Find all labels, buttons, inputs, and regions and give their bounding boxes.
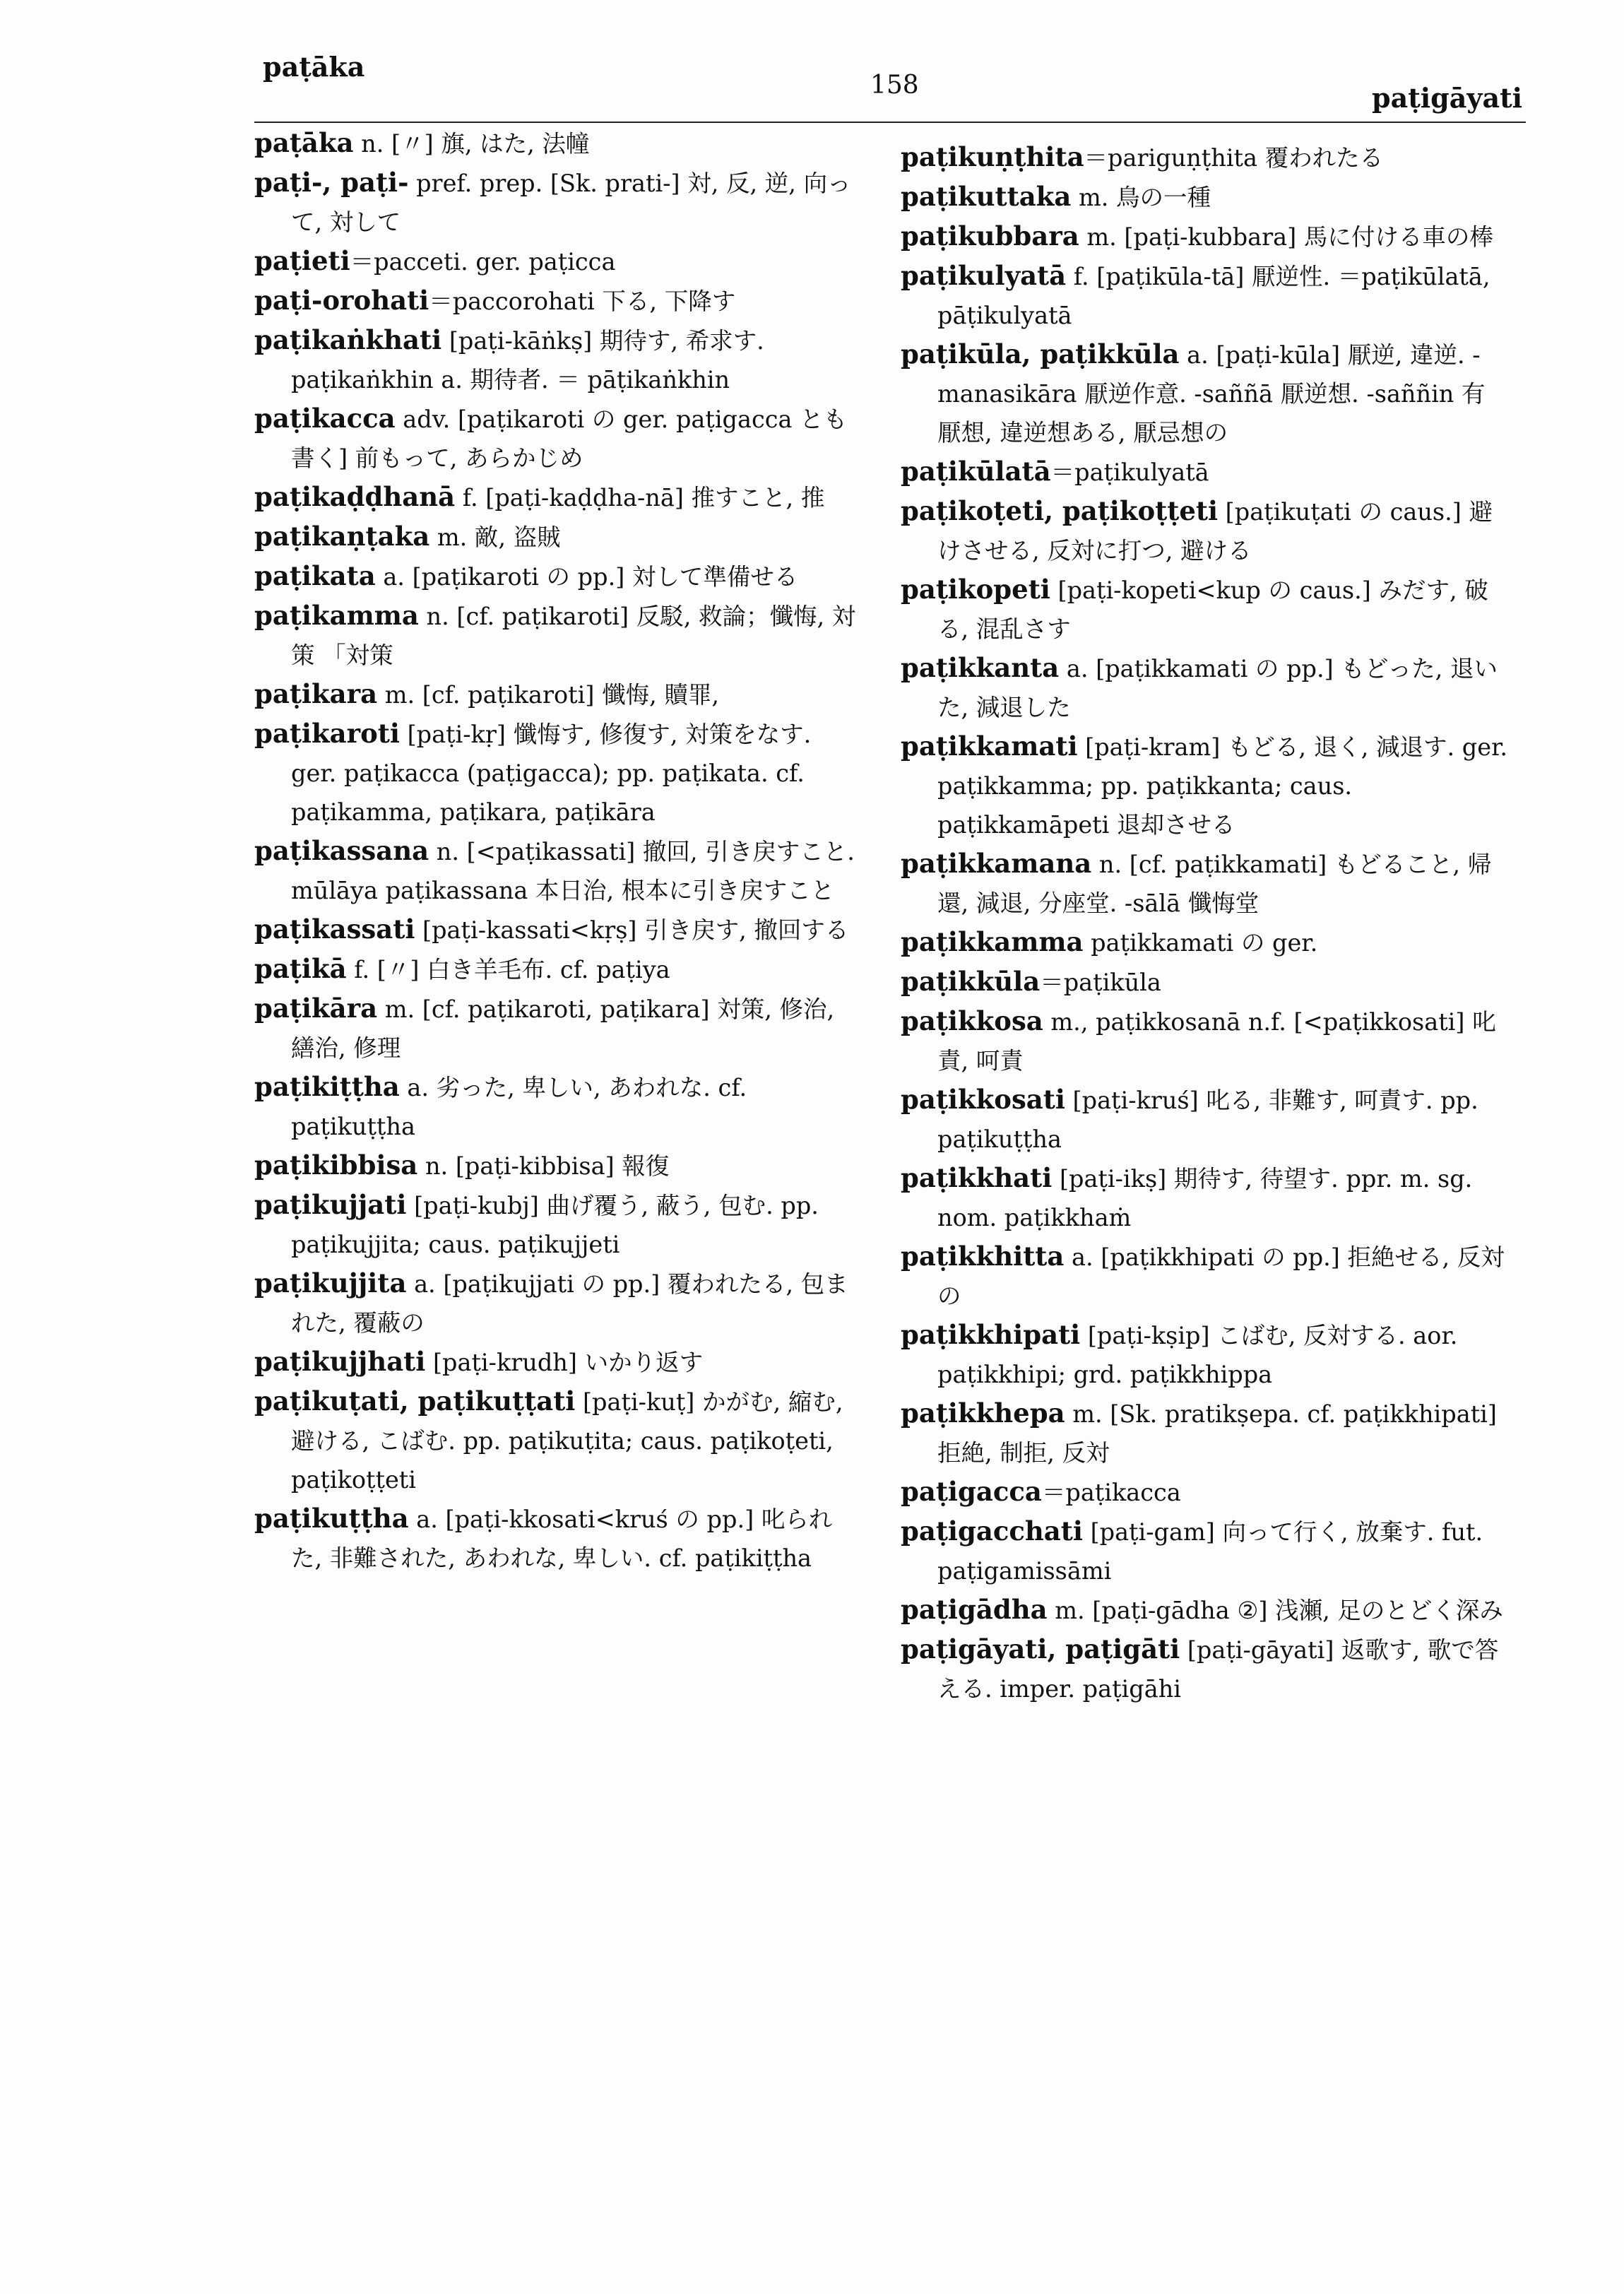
dictionary-entry [901, 138, 1508, 177]
dictionary-entry [254, 1264, 862, 1342]
dictionary-entry [254, 163, 862, 242]
entry-headword: paṭikkūla [901, 966, 1041, 997]
dictionary-entry [901, 1080, 1508, 1159]
entry-headword: paṭikaroti [254, 718, 400, 749]
dictionary-entry [901, 727, 1508, 844]
dictionary-entry [901, 177, 1508, 217]
entry-definition: [paṭi-gam] 向って行く, 放棄す. fut. paṭigamissāmi [937, 1518, 1483, 1585]
dictionary-entry [901, 570, 1508, 649]
dictionary-entry [901, 962, 1508, 1002]
entry-headword: paṭi-orohati [254, 285, 429, 316]
dictionary-entry [254, 557, 862, 596]
dictionary-entry [254, 478, 862, 517]
entry-definition: [paṭi-kruś] 叱る, 非難す, 呵責す. pp. paṭikuṭṭha [937, 1087, 1478, 1153]
entry-definition: [paṭi-gāyati] 返歌す, 歌で答える. imper. paṭigāhi [937, 1636, 1499, 1703]
entry-headword: paṭikassati [254, 914, 415, 945]
entry-headword: paṭikūla, paṭikkūla [901, 338, 1180, 369]
entry-headword: paṭikamma [254, 600, 419, 631]
entry-headword: paṭigacchati [901, 1515, 1083, 1547]
entry-definition: a. [paṭikaroti の pp.] 対して準備せる [375, 563, 798, 591]
dictionary-entry [254, 950, 862, 989]
entry-headword: paṭikkanta [901, 652, 1060, 683]
entry-definition: ＝pacceti. ger. paṭicca [350, 248, 616, 276]
dictionary-entry [901, 217, 1508, 256]
entry-definition: n. [paṭi-kibbisa] 報復 [417, 1152, 670, 1180]
entry-definition: m. [paṭi-kubbara] 馬に付ける車の棒 [1079, 223, 1493, 251]
entry-headword: paṭikkosa [901, 1005, 1043, 1036]
entry-headword: paṭikibbisa [254, 1149, 418, 1181]
dictionary-entry [901, 1630, 1508, 1708]
entry-headword: paṭikiṭṭha [254, 1071, 400, 1102]
entry-headword: paṭigādha [901, 1594, 1048, 1625]
entry-definition: paṭikkamati の ger. [1083, 929, 1318, 957]
dictionary-entry [254, 399, 862, 478]
dictionary-entry [901, 492, 1508, 570]
entry-definition: [paṭi-kopeti<kup の caus.] みだす, 破る, 混乱さす [937, 577, 1488, 643]
dictionary-entry [901, 844, 1508, 923]
dictionary-entry [901, 1512, 1508, 1590]
entry-definition: f. [paṭi-kaḍḍha-nā] 推すこと, 推 [455, 484, 825, 512]
entry-headword: paṭikara [254, 678, 378, 709]
entry-definition: m. [cf. paṭikaroti, paṭikara] 対策, 修治, 繕治, 修理 [291, 995, 835, 1062]
entry-headword: paṭikuṇṭhita [901, 141, 1084, 172]
entry-headword: paṭikūlatā [901, 456, 1051, 487]
entry-headword: paṭikujjita [254, 1267, 407, 1299]
entry-headword: paṭikulyatā [901, 260, 1067, 291]
entry-headword: paṭikata [254, 560, 376, 591]
running-head-right: paṭigāyati [1372, 82, 1523, 114]
entry-definition: m. [cf. paṭikaroti] 懺悔, 贖罪, [377, 681, 720, 709]
entry-definition: [paṭi-kṛ] 懺悔す, 修復す, 対策をなす. ger. paṭikacca (paṭigacca); pp. paṭikata. cf. paṭikamma, paṭikara, paṭikāra [291, 721, 812, 826]
entry-headword: paṭikujjati [254, 1189, 407, 1220]
entry-definition: [paṭi-kram] もどる, 退く, 減退す. ger. paṭikkamma; pp. paṭikkanta; caus. paṭikkamāpeti 退却させる [937, 733, 1508, 839]
dictionary-entry [901, 1394, 1508, 1472]
dictionary-entry [254, 517, 862, 557]
entry-headword: paṭikopeti [901, 574, 1050, 605]
dictionary-entry [254, 1342, 862, 1382]
entry-headword: paṭikkhepa [901, 1397, 1065, 1429]
entry-definition: a. [paṭi-kkosati<kruś の pp.] 叱られた, 非難された, あわれな, 卑しい. cf. paṭikiṭṭha [291, 1506, 833, 1572]
entry-definition: m. 敵, 盗賊 [429, 524, 561, 551]
running-head-left: paṭāka [263, 51, 365, 83]
entry-definition: [paṭi-kuṭ] かがむ, 縮む, 避ける, こばむ. pp. paṭikuṭita; caus. paṭikoṭeti, paṭikoṭṭeti [291, 1388, 843, 1494]
dictionary-entry [254, 1186, 862, 1264]
entry-headword: paṭikā [254, 953, 347, 984]
dictionary-entry [254, 675, 862, 714]
dictionary-entry [254, 281, 862, 321]
entry-headword: paṭikuttaka [901, 181, 1072, 212]
dictionary-entry [254, 596, 862, 675]
entry-definition: f. [paṭikūla-tā] 厭逆性. ＝paṭikūlatā, pāṭikulyatā [937, 263, 1490, 329]
entry-headword: paṭikaṅkhati [254, 324, 442, 355]
dictionary-entry [254, 832, 862, 910]
entry-definition: ＝paṭikūla [1040, 969, 1161, 996]
dictionary-entry [254, 1382, 862, 1499]
dictionary-entry [254, 124, 862, 163]
page-number: 158 [870, 71, 919, 100]
entry-definition: n. [<paṭikassati] 撤回, 引き戻すこと. mūlāya paṭikassana 本日治, 根本に引き戻すこと [291, 838, 855, 904]
entry-headword: paṭieti [254, 245, 350, 276]
entry-definition: n. [cf. paṭikaroti] 反駁, 救論；懺悔, 対策 「対策 [291, 603, 856, 669]
entry-headword: paṭikubbara [901, 220, 1079, 252]
entry-definition: [paṭi-krudh] いかり返す [425, 1349, 704, 1376]
entry-headword: paṭikkhipati [901, 1319, 1081, 1350]
dictionary-entry [901, 1237, 1508, 1315]
entry-definition: ＝pariguṇṭhita 覆われたる [1084, 144, 1384, 172]
dictionary-entry [901, 1315, 1508, 1394]
dictionary-entry [254, 714, 862, 832]
entry-definition: f. [〃] 白き羊毛布. cf. paṭiya [346, 956, 670, 983]
entry-definition: m., paṭikkosanā n.f. [<paṭikkosati] 叱責, 呵責 [937, 1008, 1496, 1075]
entry-headword: paṭikaṇṭaka [254, 521, 430, 552]
entry-definition: n. [cf. paṭikkamati] もどること, 帰還, 減退, 分座堂. -sālā 懺悔堂 [937, 851, 1492, 917]
left-column [254, 124, 862, 1578]
entry-definition: adv. [paṭikaroti の ger. paṭigacca とも書く] 前もって, あらかじめ [291, 406, 848, 472]
dictionary-entry [901, 649, 1508, 727]
entry-definition: [paṭi-ikṣ] 期待す, 待望す. ppr. m. sg. nom. paṭikkhaṁ [937, 1165, 1473, 1231]
entry-headword: paṭi-, paṭi- [254, 167, 409, 198]
entry-definition: a. [paṭikkamati の pp.] もどった, 退いた, 減退した [937, 655, 1498, 721]
entry-definition: ＝paṭikulyatā [1050, 459, 1209, 486]
entry-headword: paṭikacca [254, 403, 396, 434]
entry-definition: m. 鳥の一種 [1071, 184, 1211, 211]
entry-headword: paṭikkamana [901, 848, 1092, 879]
entry-definition: a. 劣った, 卑しい, あわれな. cf. paṭikuṭṭha [291, 1074, 747, 1140]
entry-headword: paṭigāyati, paṭigāti [901, 1633, 1180, 1665]
dictionary-entry [254, 1146, 862, 1186]
entry-headword: paṭikuṭṭha [254, 1503, 409, 1534]
entry-definition: a. [paṭikujjati の pp.] 覆われたる, 包まれた, 覆蔽の [291, 1270, 848, 1337]
entry-definition: pref. prep. [Sk. prati-] 対, 反, 逆, 向って, 対して [291, 170, 851, 236]
entry-definition: a. [paṭikkhipati の pp.] 拒絶せる, 反対の [937, 1243, 1505, 1310]
entry-headword: paṭikkamma [901, 926, 1084, 957]
right-column [901, 138, 1508, 1708]
entry-headword: paṭikāra [254, 993, 378, 1024]
entry-definition: a. [paṭi-kūla] 厭逆, 違逆. -manasikāra 厭逆作意. -saññā 厭逆想. -saññin 有厭想, 違逆想ある, 厭忌想の [937, 341, 1486, 447]
entry-definition: m. [Sk. pratikṣepa. cf. paṭikkhipati] 拒絶, 制拒, 反対 [937, 1400, 1497, 1467]
entry-definition: m. [paṭi-gādha ②] 浅瀬, 足のとどく深み [1047, 1597, 1503, 1624]
entry-headword: paṭikkhati [901, 1162, 1053, 1193]
entry-headword: paṭikkhitta [901, 1241, 1065, 1272]
entry-definition: ＝paṭikacca [1041, 1479, 1181, 1506]
dictionary-entry [254, 910, 862, 950]
entry-headword: paṭikkamati [901, 731, 1078, 762]
entry-definition: [paṭi-kassati<kṛṣ] 引き戻す, 撤回する [415, 916, 849, 944]
dictionary-entry [901, 335, 1508, 452]
entry-headword: paṭigacca [901, 1476, 1042, 1507]
dictionary-entry [901, 452, 1508, 492]
dictionary-entry [254, 321, 862, 399]
entry-headword: paṭikaḍḍhanā [254, 481, 456, 512]
dictionary-entry [254, 1499, 862, 1578]
entry-definition: [paṭi-kāṅkṣ] 期待す, 希求す. paṭikaṅkhin a. 期待者. ＝ pāṭikaṅkhin [291, 327, 764, 394]
dictionary-entry [901, 1002, 1508, 1080]
entry-headword: paṭikkosati [901, 1084, 1065, 1115]
entry-definition: [paṭi-kṣip] こばむ, 反対する. aor. paṭikkhipi; grd. paṭikkhippa [937, 1322, 1458, 1388]
dictionary-entry [901, 1159, 1508, 1237]
entry-headword: paṭikuṭati, paṭikuṭṭati [254, 1385, 576, 1417]
dictionary-entry [254, 1068, 862, 1146]
entry-headword: paṭāka [254, 127, 354, 158]
dictionary-entry [901, 1472, 1508, 1512]
entry-headword: paṭikassana [254, 835, 429, 866]
entry-definition: [paṭikuṭati の caus.] 避けさせる, 反対に打つ, 避ける [937, 498, 1493, 564]
entry-headword: paṭikoṭeti, paṭikoṭṭeti [901, 495, 1219, 526]
dictionary-entry [901, 256, 1508, 335]
dictionary-entry [254, 989, 862, 1068]
entry-headword: paṭikujjhati [254, 1346, 426, 1377]
dictionary-entry [254, 242, 862, 281]
dictionary-entry [901, 1590, 1508, 1630]
entry-definition: ＝paccorohati 下る, 下降す [429, 288, 736, 315]
entry-definition: n. [〃] 旗, はた, 法幢 [353, 130, 590, 158]
header-rule [254, 122, 1526, 123]
dictionary-entry [901, 923, 1508, 962]
entry-definition: [paṭi-kubj] 曲げ覆う, 蔽う, 包む. pp. paṭikujjita; caus. paṭikujjeti [291, 1192, 819, 1258]
